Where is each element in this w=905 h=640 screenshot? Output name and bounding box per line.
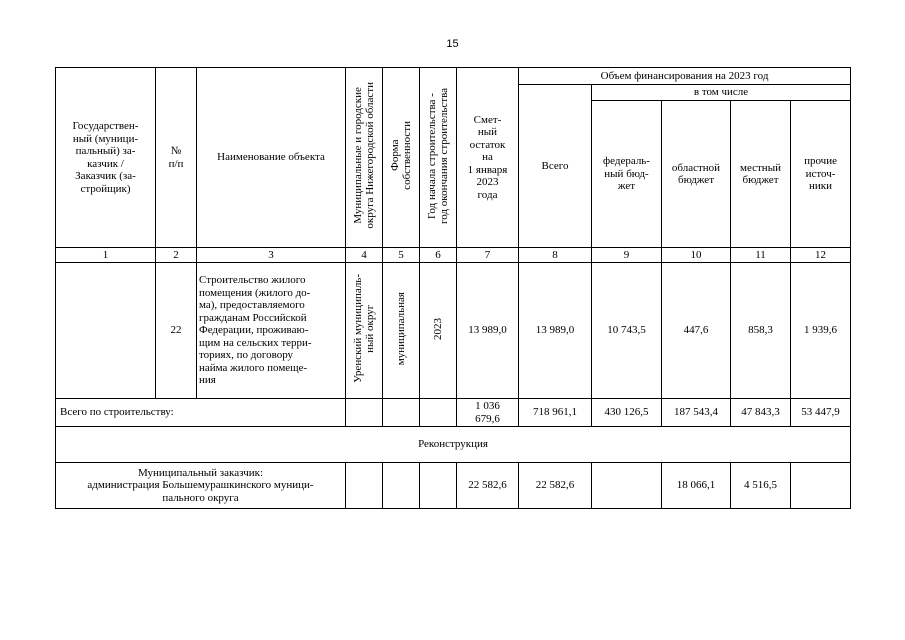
header-local: местный бюджет bbox=[731, 101, 791, 248]
header-num: № п/п bbox=[156, 68, 197, 248]
empty-cell bbox=[420, 399, 457, 427]
column-number: 3 bbox=[197, 248, 346, 263]
header-customer: Государствен- ный (муници- пальный) за- казчик / Заказчик (за- стройщик) bbox=[56, 68, 156, 248]
header-including: в том числе bbox=[592, 85, 851, 101]
row-num: 22 bbox=[156, 263, 197, 399]
section-title-row bbox=[56, 427, 851, 463]
column-number: 2 bbox=[156, 248, 197, 263]
empty-cell bbox=[346, 463, 383, 509]
header-regional: областной бюджет bbox=[662, 101, 731, 248]
section-title: Реконструкция bbox=[56, 427, 851, 463]
column-number: 5 bbox=[383, 248, 420, 263]
header-federal: федераль- ный бюд- жет bbox=[592, 101, 662, 248]
header-object-name: Наименование объекта bbox=[197, 68, 346, 248]
construction-total-row bbox=[56, 399, 851, 427]
construction-total-sum: 718 961,1 bbox=[519, 399, 592, 427]
row-ownership: муниципальная bbox=[383, 263, 420, 399]
header-row-1 bbox=[56, 68, 851, 85]
empty-cell bbox=[383, 463, 420, 509]
row-customer bbox=[56, 263, 156, 399]
column-number: 1 bbox=[56, 248, 156, 263]
header-municipal: Муниципальные и городские округа Нижегородской области bbox=[346, 68, 383, 248]
column-number-row bbox=[56, 248, 851, 263]
column-number: 12 bbox=[791, 248, 851, 263]
row-object-name: Строительство жилого помещения (жилого до- ма), предоставляемого гражданам Российской Федерации, проживаю- щим на сельских терри- ториях, по договору найма жилого помеще- ния bbox=[197, 263, 346, 399]
column-number: 10 bbox=[662, 248, 731, 263]
reconstruction-regional: 18 066,1 bbox=[662, 463, 731, 509]
header-years: Год начала строительства - год окончания строительства bbox=[420, 68, 457, 248]
row-local: 858,3 bbox=[731, 263, 791, 399]
construction-total-label: Всего по строительству: bbox=[56, 399, 346, 427]
page-number: 15 bbox=[446, 38, 459, 50]
empty-cell bbox=[346, 399, 383, 427]
header-funding: Объем финансирования на 2023 год bbox=[519, 68, 851, 85]
header-ownership: Форма собственности bbox=[383, 68, 420, 248]
empty-cell bbox=[420, 463, 457, 509]
row-year: 2023 bbox=[420, 263, 457, 399]
row-federal: 10 743,5 bbox=[592, 263, 662, 399]
reconstruction-estimate: 22 582,6 bbox=[457, 463, 519, 509]
construction-total-estimate: 1 036 679,6 bbox=[457, 399, 519, 427]
header-total: Всего bbox=[519, 85, 592, 248]
header-estimate: Смет- ный остаток на 1 января 2023 года bbox=[457, 68, 519, 248]
construction-total-federal: 430 126,5 bbox=[592, 399, 662, 427]
row-total: 13 989,0 bbox=[519, 263, 592, 399]
row-municipality: Уренский муниципаль- ный округ bbox=[346, 263, 383, 399]
row-regional: 447,6 bbox=[662, 263, 731, 399]
column-number: 6 bbox=[420, 248, 457, 263]
construction-total-local: 47 843,3 bbox=[731, 399, 791, 427]
construction-total-other: 53 447,9 bbox=[791, 399, 851, 427]
reconstruction-total: 22 582,6 bbox=[519, 463, 592, 509]
reconstruction-customer-label: Муниципальный заказчик: администрация Большемурашкинского муници- пального округа bbox=[56, 463, 346, 509]
column-number: 8 bbox=[519, 248, 592, 263]
reconstruction-federal bbox=[592, 463, 662, 509]
row-estimate: 13 989,0 bbox=[457, 263, 519, 399]
header-other: прочие источ- ники bbox=[791, 101, 851, 248]
reconstruction-customer-row bbox=[56, 463, 851, 509]
table-row bbox=[56, 263, 851, 399]
reconstruction-other bbox=[791, 463, 851, 509]
column-number: 7 bbox=[457, 248, 519, 263]
funding-table bbox=[55, 67, 851, 509]
empty-cell bbox=[383, 399, 420, 427]
column-number: 4 bbox=[346, 248, 383, 263]
column-number: 9 bbox=[592, 248, 662, 263]
row-other: 1 939,6 bbox=[791, 263, 851, 399]
construction-total-regional: 187 543,4 bbox=[662, 399, 731, 427]
reconstruction-local: 4 516,5 bbox=[731, 463, 791, 509]
column-number: 11 bbox=[731, 248, 791, 263]
